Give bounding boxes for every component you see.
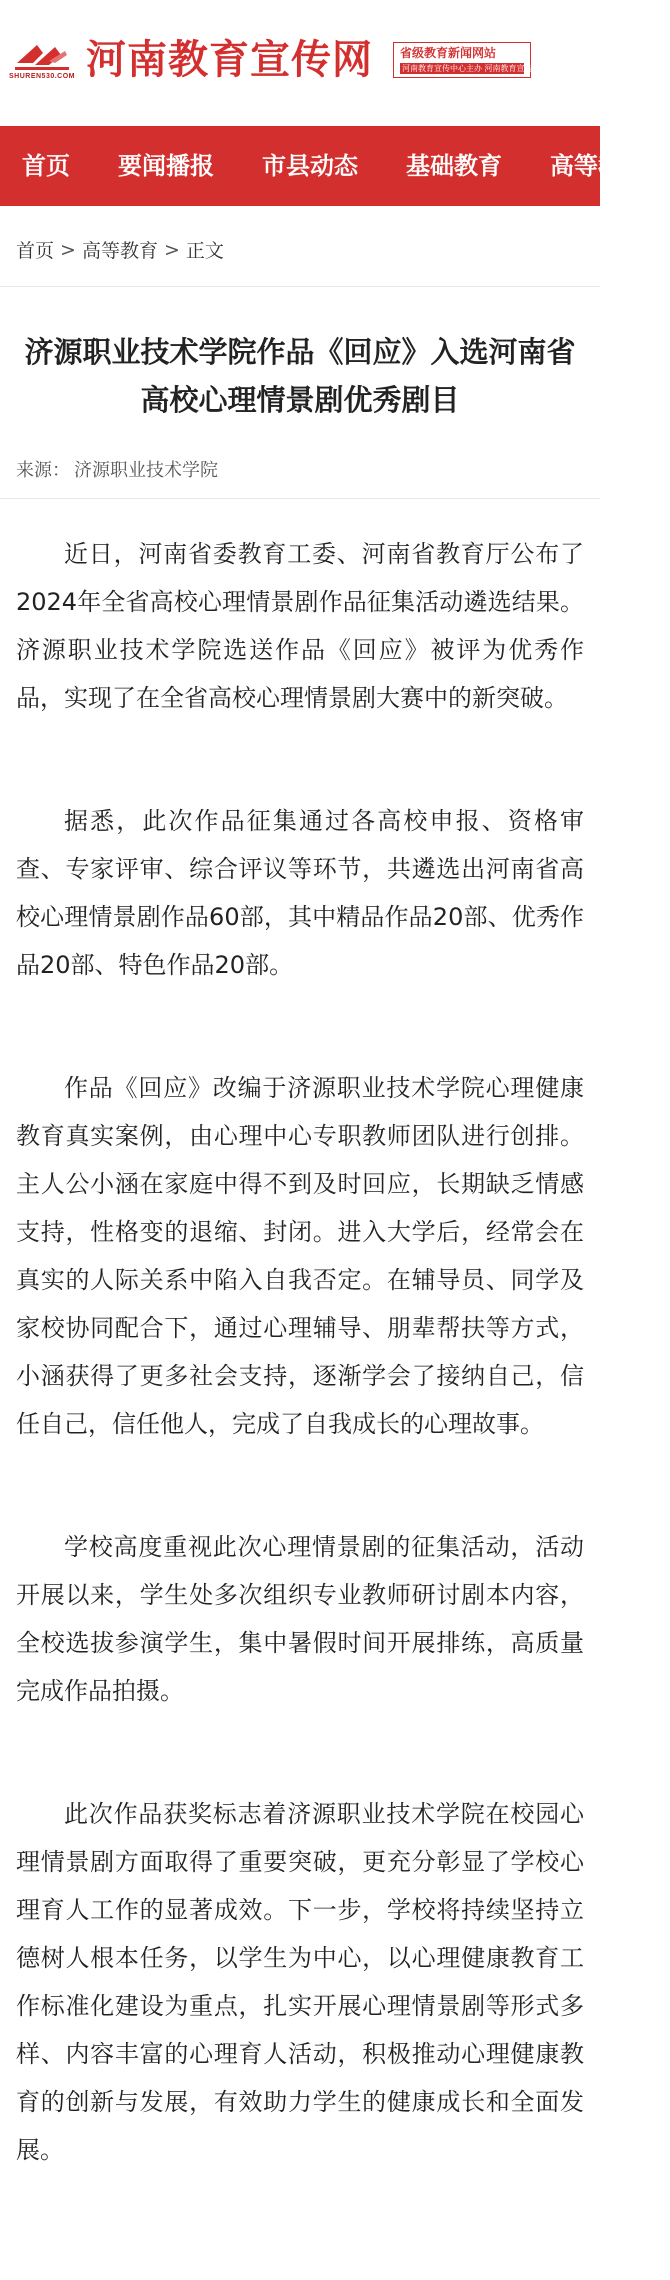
article-body: [16, 530, 584, 2249]
nav-item-home[interactable]: 首页: [22, 152, 70, 180]
main-nav: [0, 126, 646, 206]
site-header: [0, 0, 600, 120]
source-name: 济源职业技术学院: [74, 460, 218, 481]
site-logo[interactable]: [10, 41, 74, 80]
article-title: 济源职业技术学院作品《回应》入选河南省高校心理情景剧优秀剧目: [24, 335, 576, 417]
site-badge: [393, 42, 565, 78]
nav-item-county[interactable]: 市县动态: [262, 152, 358, 180]
article-paragraph: 近日，河南省委教育工委、河南省教育厅公布了2024年全省高校心理情景剧作品征集活动遴选结果。济源职业技术学院选送作品《回应》被评为优秀作品，实现了在全省高校心理情景剧大赛中的新突破。: [16, 540, 584, 712]
badge-top-text: 省级教育新闻网站: [400, 46, 497, 61]
breadcrumb-section[interactable]: 高等教育: [81, 240, 158, 262]
source-label: 来源：: [16, 460, 70, 481]
breadcrumb: [16, 236, 224, 263]
breadcrumb-current: 正文: [185, 240, 224, 262]
badge-bottom-text: 河南教育宣传中心主办 河南教育宣传网站主办: [402, 63, 565, 73]
breadcrumb-divider: [0, 286, 600, 287]
article-paragraph: 据悉，此次作品征集通过各高校申报、资格审查、专家评审、综合评议等环节，共遴选出河南省高校心理情景剧作品60部，其中精品作品20部、优秀作品20部、特色作品20部。: [16, 807, 584, 979]
article-source: [16, 456, 218, 482]
source-divider: [0, 498, 600, 499]
breadcrumb-home[interactable]: 首页: [16, 240, 55, 262]
breadcrumb-separator: >: [163, 238, 180, 261]
nav-item-basic-education[interactable]: 基础教育: [406, 152, 502, 180]
site-name[interactable]: 河南教育宣传网: [86, 36, 373, 83]
logo-mark-icon: [13, 41, 71, 71]
logo-text: SHUREN530.COM: [9, 72, 76, 80]
nav-item-higher-education[interactable]: 高等教育: [550, 152, 646, 180]
article-paragraph: 作品《回应》改编于济源职业技术学院心理健康教育真实案例，由心理中心专职教师团队进行创排。主人公小涵在家庭中得不到及时回应，长期缺乏情感支持，性格变的退缩、封闭。进入大学后，经常会在真实的人际关系中陷入自我否定。在辅导员、同学及家校协同配合下，通过心理辅导、朋辈帮扶等方式，小涵获得了更多社会支持，逐渐学会了接纳自己，信任自己，信任他人，完成了自我成长的心理故事。: [16, 1074, 584, 1438]
nav-item-news[interactable]: 要闻播报: [118, 152, 214, 180]
breadcrumb-separator: >: [60, 238, 76, 261]
article-paragraph: 学校高度重视此次心理情景剧的征集活动，活动开展以来，学生处多次组织专业教师研讨剧本内容，全校选拔参演学生，集中暑假时间开展排练，高质量完成作品拍摄。: [16, 1533, 584, 1705]
article-paragraph: 此次作品获奖标志着济源职业技术学院在校园心理情景剧方面取得了重要突破，更充分彰显了学校心理育人工作的显著成效。下一步，学校将持续坚持立德树人根本任务，以学生为中心，以心理健康教育工作标准化建设为重点，扎实开展心理情景剧等形式多样、内容丰富的心理育人活动，积极推动心理健康教育的创新与发展，有效助力学生的健康成长和全面发展。: [16, 1800, 584, 2164]
